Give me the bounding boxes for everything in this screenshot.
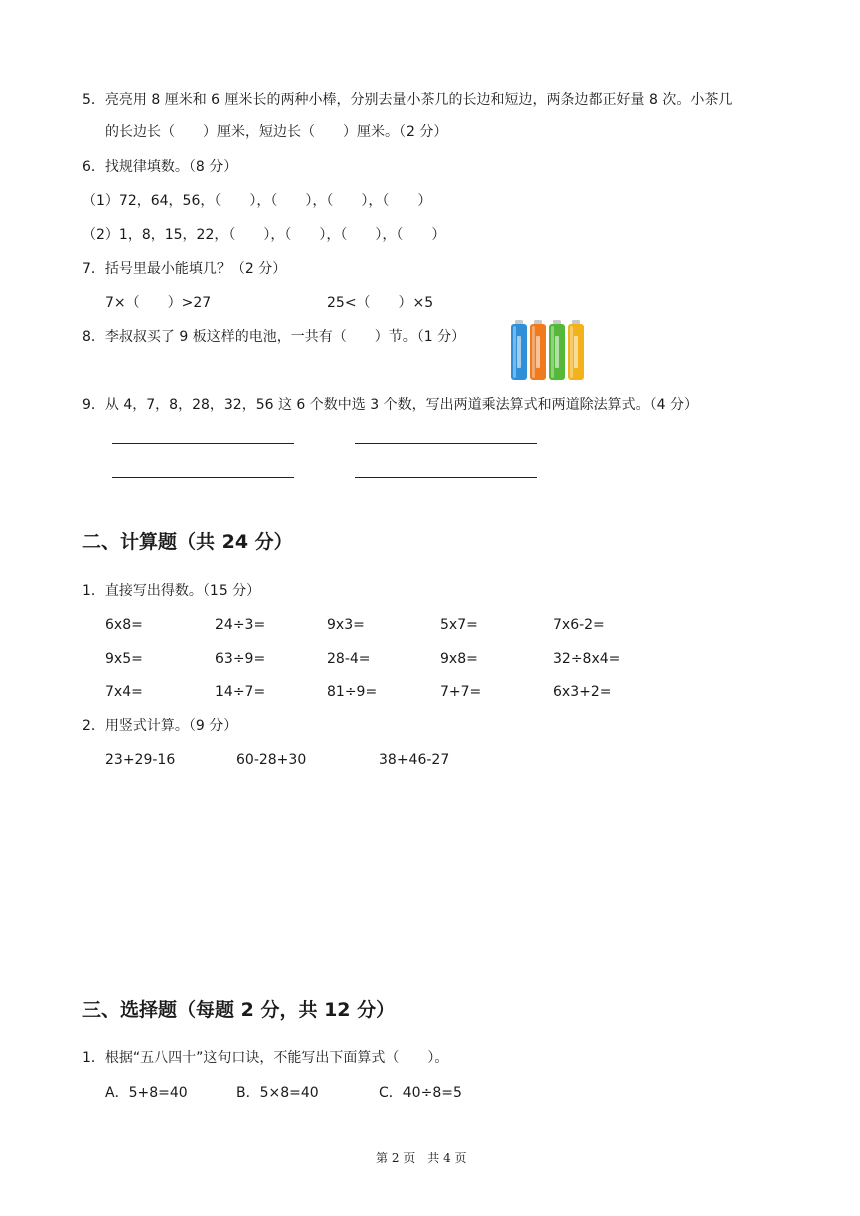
calc-item: 5x7= bbox=[440, 617, 478, 633]
vertical-calc-item: 23+29-16 bbox=[105, 752, 176, 768]
calc-item: 7x6-2= bbox=[553, 617, 605, 633]
q7-right: 25<（ ）×5 bbox=[327, 295, 434, 311]
option-c: C．40÷8=5 bbox=[379, 1085, 462, 1101]
calc-item: 24÷3= bbox=[215, 617, 266, 633]
q6-item2: （2）1，8，15，22，（ ），（ ），（ ），（ ） bbox=[82, 227, 446, 243]
option-b: B．5×8=40 bbox=[236, 1085, 319, 1101]
page-footer: 第 2 页 共 4 页 bbox=[376, 1151, 467, 1165]
battery-label bbox=[517, 336, 521, 368]
calc-item: 32÷8x4= bbox=[553, 651, 621, 667]
battery-shine bbox=[513, 326, 516, 378]
q5-line1: 5．亮亮用 8 厘米和 6 厘米长的两种小棒，分别去量小茶几的长边和短边，两条边都正好量 8 次。小茶几 bbox=[82, 92, 733, 108]
vertical-calc-item: 60-28+30 bbox=[236, 752, 307, 768]
q6-item1: （1）72，64，56，（ ），（ ），（ ），（ ） bbox=[82, 193, 432, 209]
s2-q1-title: 1．直接写出得数。（15 分） bbox=[82, 583, 261, 599]
battery-shine bbox=[551, 326, 554, 378]
calc-item: 28-4= bbox=[327, 651, 371, 667]
section3-heading: 三、选择题（每题 2 分，共 12 分） bbox=[82, 999, 396, 1021]
answer-line bbox=[112, 443, 294, 444]
battery-pack-icon bbox=[508, 318, 586, 382]
calc-item: 14÷7= bbox=[215, 684, 266, 700]
option-a: A．5+8=40 bbox=[105, 1085, 188, 1101]
battery-shine bbox=[570, 326, 573, 378]
battery-image bbox=[508, 318, 586, 382]
s2-q2-title: 2．用竖式计算。（9 分） bbox=[82, 718, 238, 734]
vertical-calc-item: 38+46-27 bbox=[379, 752, 450, 768]
q7-title: 7．括号里最小能填几？（2 分） bbox=[82, 261, 287, 277]
calc-item: 9x8= bbox=[440, 651, 478, 667]
battery-label bbox=[536, 336, 540, 368]
battery-shine bbox=[532, 326, 535, 378]
calc-item: 9x5= bbox=[105, 651, 143, 667]
answer-line bbox=[355, 443, 537, 444]
calc-item: 81÷9= bbox=[327, 684, 378, 700]
q9-text: 9．从 4，7，8，28，32，56 这 6 个数中选 3 个数，写出两道乘法算式和两道除法算式。（4 分） bbox=[82, 397, 698, 413]
calc-item: 9x3= bbox=[327, 617, 365, 633]
calc-item: 6x8= bbox=[105, 617, 143, 633]
calc-item: 7+7= bbox=[440, 684, 482, 700]
battery-label bbox=[574, 336, 578, 368]
q6-title: 6．找规律填数。（8 分） bbox=[82, 159, 238, 175]
section2-heading: 二、计算题（共 24 分） bbox=[82, 531, 293, 553]
s3-q1-title: 1．根据“五八四十”这句口诀，不能写出下面算式（ ）。 bbox=[82, 1050, 449, 1066]
battery-label bbox=[555, 336, 559, 368]
calc-item: 63÷9= bbox=[215, 651, 266, 667]
answer-line bbox=[355, 477, 537, 478]
q7-left: 7×（ ）>27 bbox=[105, 295, 212, 311]
calc-item: 6x3+2= bbox=[553, 684, 612, 700]
calc-item: 7x4= bbox=[105, 684, 143, 700]
answer-line bbox=[112, 477, 294, 478]
q5-line2: 的长边长（ ）厘米，短边长（ ）厘米。（2 分） bbox=[105, 124, 448, 140]
q8-text: 8．李叔叔买了 9 板这样的电池，一共有（ ）节。（1 分） bbox=[82, 329, 466, 345]
